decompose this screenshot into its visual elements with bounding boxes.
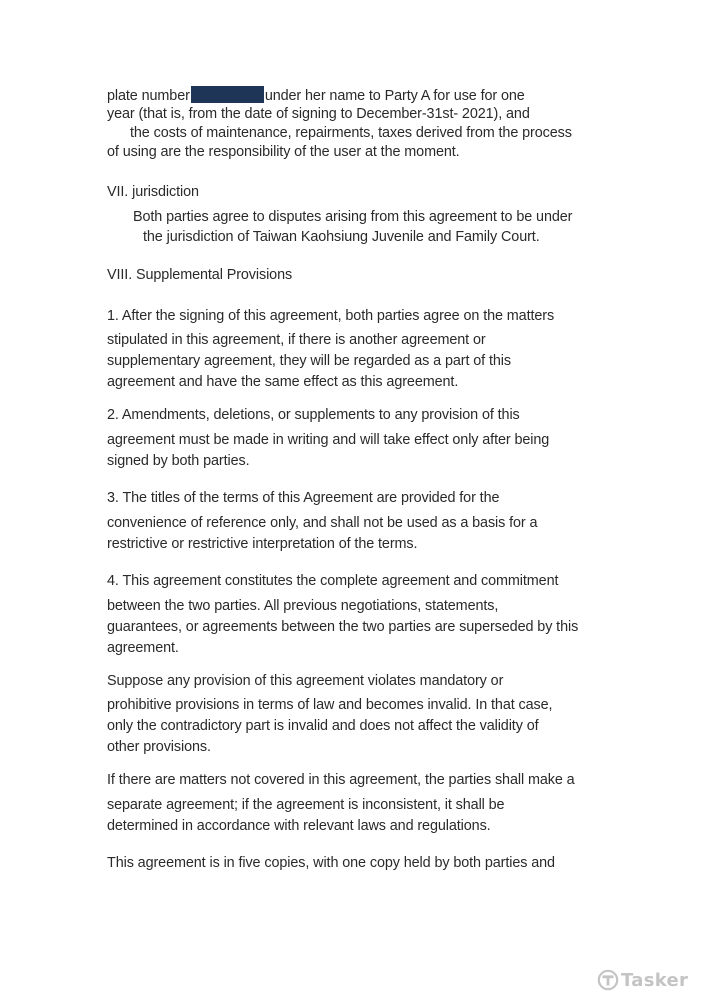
intro-line-1-after: under her name to Party A for use for one bbox=[264, 88, 525, 104]
section-8-heading: VIII. Supplemental Provisions bbox=[107, 267, 293, 283]
item-3-line: 3. The titles of the terms of this Agreement are provided for the bbox=[107, 490, 500, 506]
item-1-line: supplementary agreement, they will be regarded as a part of this bbox=[107, 353, 511, 369]
intro-line-2: year (that is, from the date of signing to December-31st- 2021), and bbox=[107, 106, 530, 122]
item-1-line: agreement and have the same effect as this agreement. bbox=[107, 374, 459, 390]
item-2-line: signed by both parties. bbox=[107, 453, 250, 469]
item-2-line: agreement must be made in writing and will take effect only after being bbox=[107, 432, 550, 448]
intro-line-1 bbox=[107, 86, 525, 106]
para-5-line: other provisions. bbox=[107, 739, 211, 755]
para-6-line: If there are matters not covered in this agreement, the parties shall make a bbox=[107, 772, 575, 788]
item-3-line: convenience of reference only, and shall not be used as a basis for a bbox=[107, 515, 538, 531]
para-6-line: determined in accordance with relevant laws and regulations. bbox=[107, 818, 491, 834]
para-5-line: prohibitive provisions in terms of law and becomes invalid. In that case, bbox=[107, 697, 553, 713]
para-6-line: separate agreement; if the agreement is inconsistent, it shall be bbox=[107, 797, 505, 813]
redaction-block bbox=[191, 86, 264, 103]
section-7-line-1: Both parties agree to disputes arising from this agreement to be under bbox=[133, 209, 573, 225]
section-7-line-2: the jurisdiction of Taiwan Kaohsiung Juvenile and Family Court. bbox=[143, 229, 540, 245]
tasker-logo-icon bbox=[597, 969, 619, 991]
para-7-line: This agreement is in five copies, with one copy held by both parties and bbox=[107, 855, 555, 871]
item-2-line: 2. Amendments, deletions, or supplements to any provision of this bbox=[107, 407, 520, 423]
para-5-line: only the contradictory part is invalid and does not affect the validity of bbox=[107, 718, 539, 734]
item-1-line: 1. After the signing of this agreement, both parties agree on the matters bbox=[107, 308, 555, 324]
item-3-line: restrictive or restrictive interpretation of the terms. bbox=[107, 536, 418, 552]
para-5-line: Suppose any provision of this agreement violates mandatory or bbox=[107, 673, 504, 689]
intro-line-3: the costs of maintenance, repairments, taxes derived from the process bbox=[130, 125, 572, 141]
section-7-heading: VII. jurisdiction bbox=[107, 184, 199, 200]
item-1-line: stipulated in this agreement, if there is another agreement or bbox=[107, 332, 486, 348]
item-4-line: guarantees, or agreements between the two parties are superseded by this bbox=[107, 619, 579, 635]
intro-line-4: of using are the responsibility of the user at the moment. bbox=[107, 144, 460, 160]
tasker-watermark bbox=[597, 967, 688, 993]
item-4-line: between the two parties. All previous negotiations, statements, bbox=[107, 598, 499, 614]
item-4-line: agreement. bbox=[107, 640, 179, 656]
intro-line-1-before: plate number bbox=[107, 88, 190, 104]
watermark-text: Tasker bbox=[621, 969, 689, 991]
item-4-line: 4. This agreement constitutes the complete agreement and commitment bbox=[107, 573, 559, 589]
